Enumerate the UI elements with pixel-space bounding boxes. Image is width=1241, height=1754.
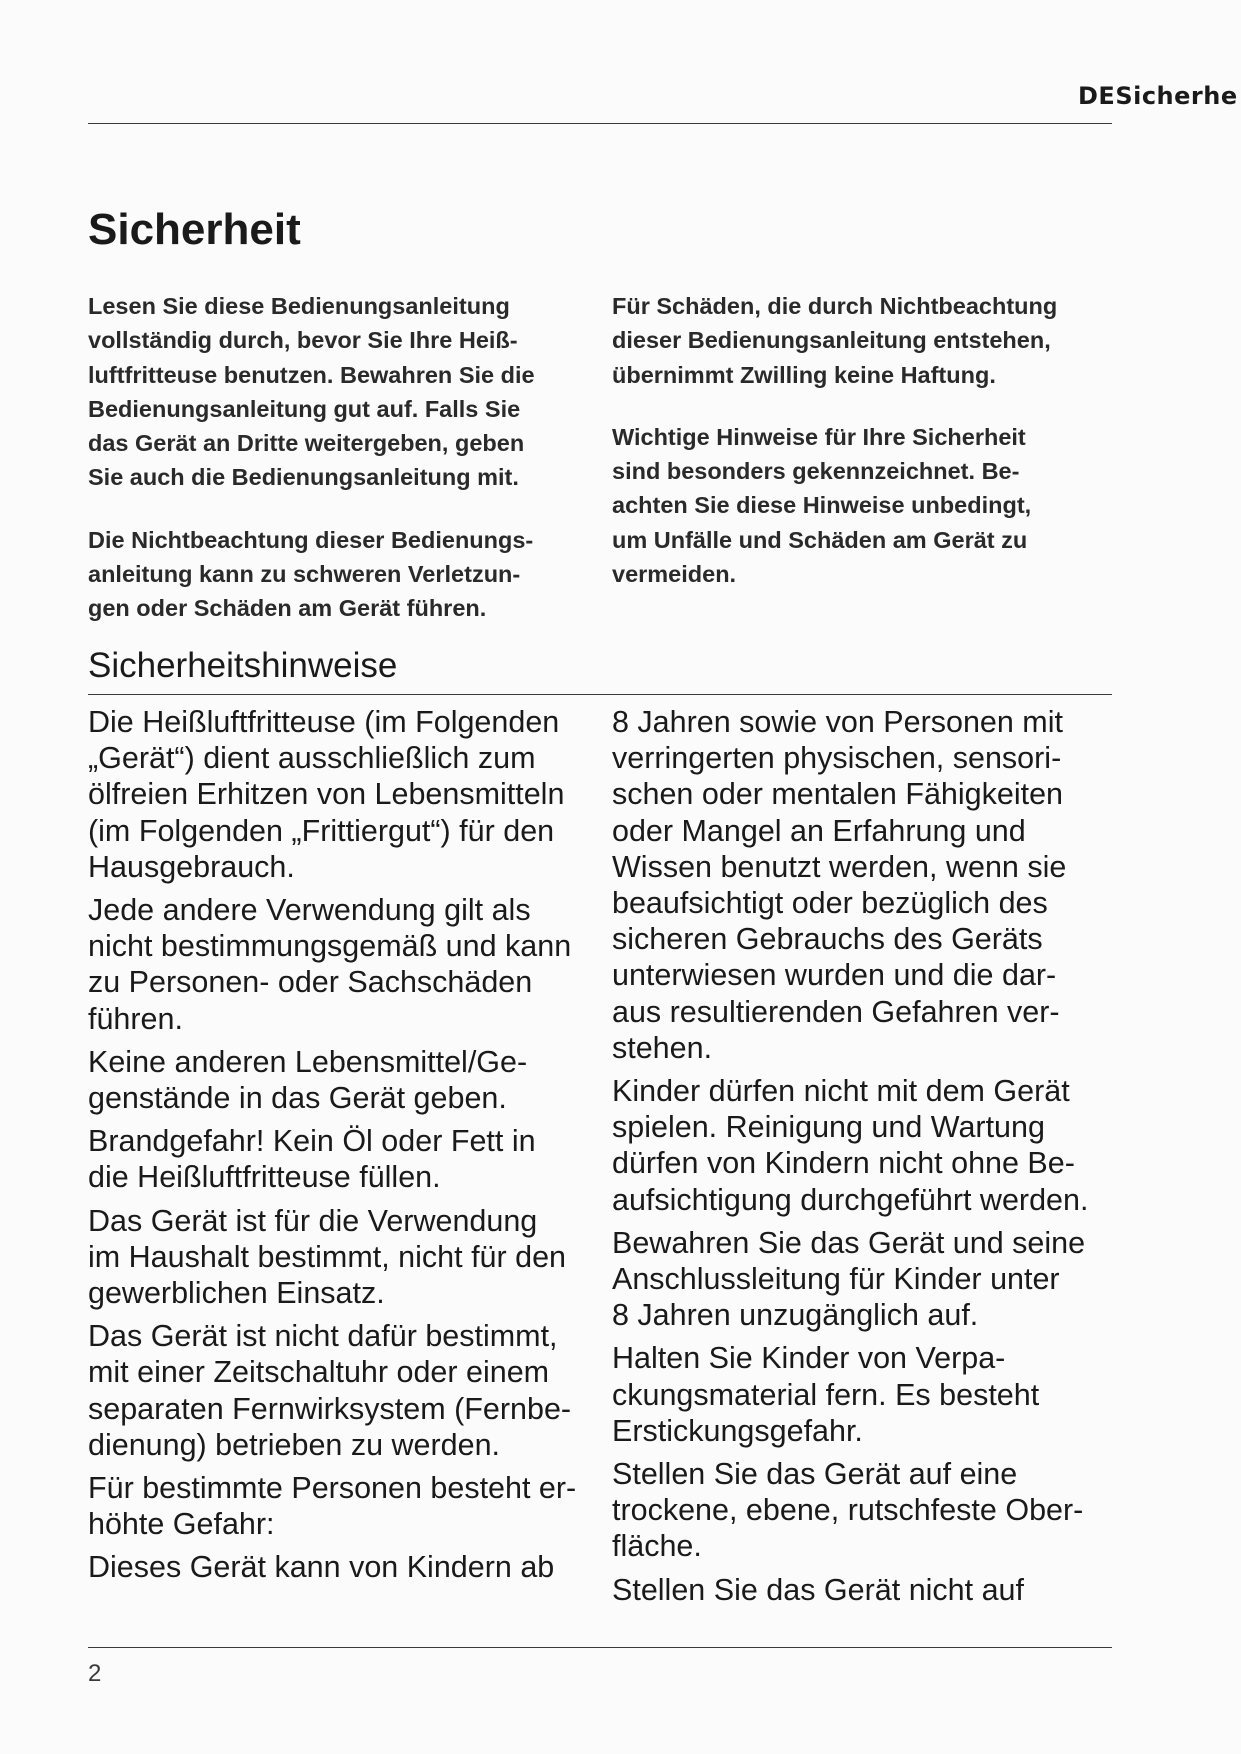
page-number: 2: [88, 1660, 102, 1687]
body-paragraph: Bewahren Sie das Gerät und seine Anschlussleitung für Kinder unter 8 Jahren unzugänglich auf.: [612, 1225, 1086, 1333]
body-paragraph: Das Gerät ist für die Verwendung im Haushalt bestimmt, nicht für den gewerblichen Einsatz.: [88, 1203, 567, 1311]
header-rule: [88, 123, 1112, 124]
intro-paragraph: Lesen Sie diese Bedienungsanleitung vollständig durch, bevor Sie Ihre Heiß- luftfritteuse benutzen. Bewahren Sie die Bedienungsanleitung gut auf. Falls Sie das Gerät an Dritte weitergeben, geben Sie auch die Bedienungsanleitung mit.: [88, 293, 535, 491]
footer-rule: [88, 1647, 1112, 1648]
body-paragraph: Kinder dürfen nicht mit dem Gerät spielen. Reinigung und Wartung dürfen von Kindern nicht ohne Be- aufsichtigung durchgeführt werden.: [612, 1074, 1089, 1217]
section-heading: Sicherheitshinweise: [88, 646, 398, 685]
page-title: Sicherheit: [88, 205, 301, 254]
body-paragraph: 8 Jahren sowie von Personen mit verringerten physischen, sensori- schen oder mentalen Fähigkeiten oder Mangel an Erfahrung und Wissen benutzt werden, wenn sie beaufsichtigt oder bezüglich des sicheren Gebrauchs des Geräts unterwiesen wurden und die dar- aus resultierenden Gefahren ver- stehen.: [612, 705, 1067, 1065]
intro-left-column: [88, 289, 588, 654]
body-left-column: [88, 704, 608, 1593]
body-right-column: [612, 704, 1132, 1615]
body-paragraph: Dieses Gerät kann von Kindern ab: [88, 1550, 555, 1585]
body-paragraph: Stellen Sie das Gerät auf eine trockene, ebene, rutschfeste Ober- fläche.: [612, 1457, 1084, 1564]
body-paragraph: Das Gerät ist nicht dafür bestimmt, mit einer Zeitschaltuhr oder einem separaten Fernwirksystem (Fernbe- dienung) betrieben zu werden.: [88, 1319, 572, 1462]
running-header: DESicherhe: [1078, 82, 1238, 110]
intro-right-column: [612, 289, 1112, 619]
body-paragraph: Jede andere Verwendung gilt als nicht bestimmungsgemäß und kann zu Personen- oder Sachschäden führen.: [88, 893, 572, 1036]
body-paragraph: Halten Sie Kinder von Verpa- ckungsmaterial fern. Es besteht Erstickungsgefahr.: [612, 1341, 1040, 1448]
intro-paragraph: Die Nichtbeachtung dieser Bedienungs- anleitung kann zu schweren Verletzun- gen oder Schäden am Gerät führen.: [88, 526, 534, 622]
body-paragraph: Stellen Sie das Gerät nicht auf: [612, 1572, 1024, 1607]
body-paragraph: Für bestimmte Personen besteht er- höhte Gefahr:: [88, 1471, 577, 1542]
section-rule: [88, 694, 1112, 695]
body-paragraph: Brandgefahr! Kein Öl oder Fett in die Heißluftfritteuse füllen.: [88, 1124, 536, 1195]
intro-paragraph: Wichtige Hinweise für Ihre Sicherheit sind besonders gekennzeichnet. Be- achten Sie diese Hinweise unbedingt, um Unfälle und Schäden am Gerät zu vermeiden.: [612, 423, 1032, 588]
intro-paragraph: Für Schäden, die durch Nichtbeachtung dieser Bedienungsanleitung entstehen, übernimmt Zwilling keine Haftung.: [612, 293, 1058, 388]
body-paragraph: Keine anderen Lebensmittel/Ge- genstände in das Gerät geben.: [88, 1044, 528, 1116]
body-paragraph: Die Heißluftfritteuse (im Folgenden „Gerät“) dient ausschließlich zum ölfreien Erhitzen von Lebensmitteln (im Folgenden „Frittiergut“) für den Hausgebrauch.: [88, 705, 565, 884]
